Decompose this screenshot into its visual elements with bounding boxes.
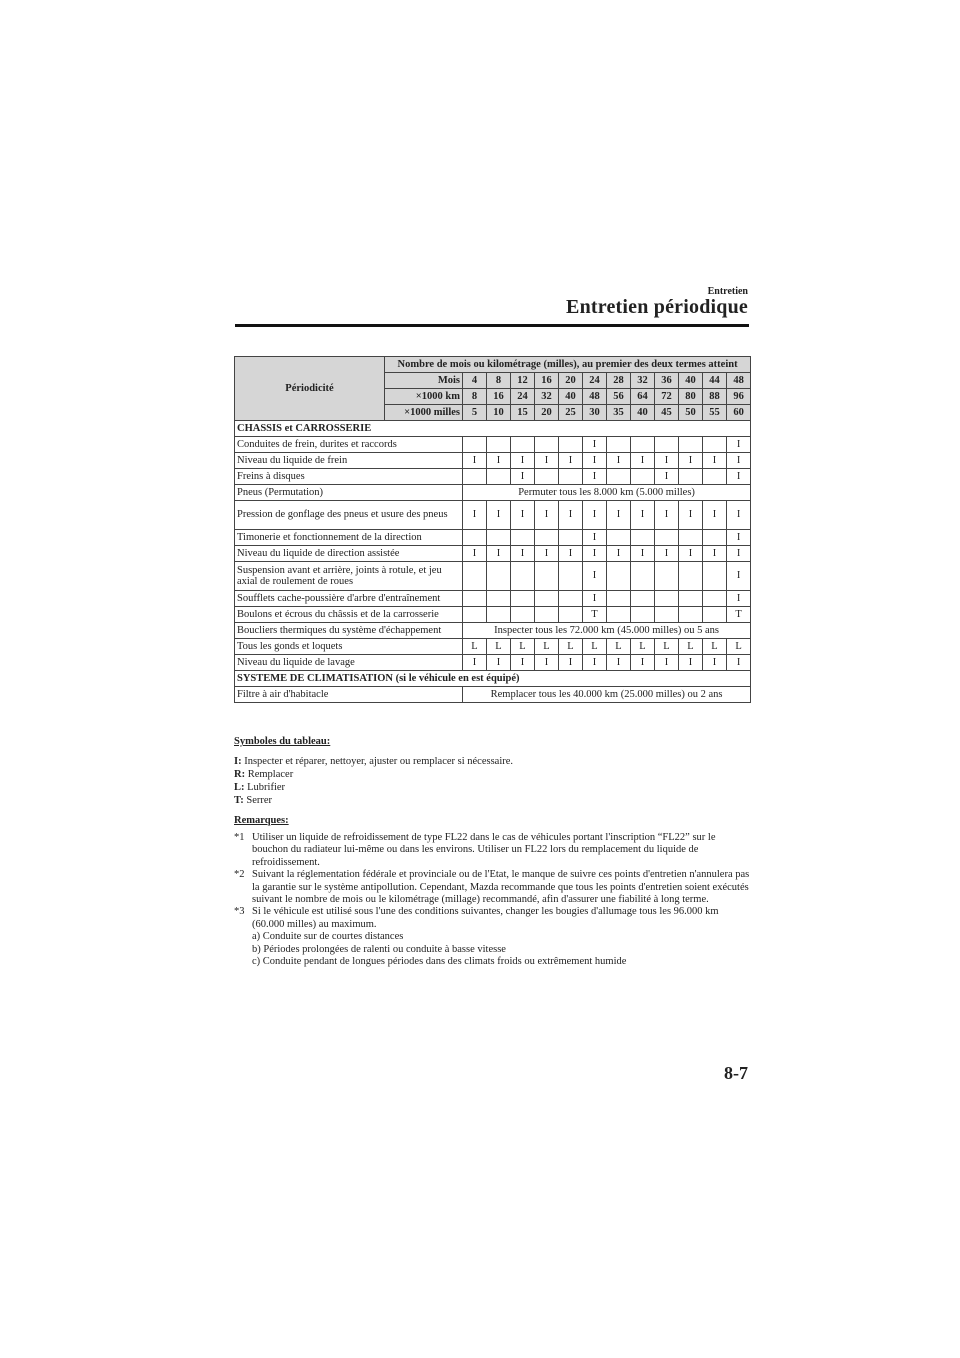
km-row-value: 80 bbox=[679, 389, 703, 405]
service-cell bbox=[463, 469, 487, 485]
symbol-text: Inspecter et réparer, nettoyer, ajuster ou remplacer si nécessaire. bbox=[244, 756, 514, 767]
km-row-value: 72 bbox=[655, 389, 679, 405]
km-row-label: ×1000 km bbox=[385, 389, 463, 405]
remark-text: Utiliser un liquide de refroidissement de type FL22 dans le cas de véhicules portant l'inscription “FL22” sur le bouchon du radiateur lui-même ou dans les environs. Utiliser un FL22 lors du remplacement du liquide de refroidissement. bbox=[252, 832, 716, 868]
months-row-value: 20 bbox=[559, 373, 583, 389]
service-cell: I bbox=[511, 469, 535, 485]
km-row-value: 64 bbox=[631, 389, 655, 405]
symbol-key: T: bbox=[234, 795, 244, 806]
service-cell: I bbox=[703, 546, 727, 562]
remark-body bbox=[252, 832, 750, 869]
category-chassis-label: CHASSIS et CARROSSERIE bbox=[235, 421, 751, 437]
item-name: Boucliers thermiques du système d'échappement bbox=[235, 623, 463, 639]
header-rule bbox=[235, 324, 749, 327]
symbol-text: Serrer bbox=[246, 795, 273, 806]
service-cell bbox=[511, 591, 535, 607]
symbol-text: Lubrifier bbox=[247, 782, 286, 793]
km-row-value: 16 bbox=[487, 389, 511, 405]
service-cell: I bbox=[631, 546, 655, 562]
table-row bbox=[235, 453, 751, 469]
service-cell: I bbox=[583, 469, 607, 485]
service-cell: I bbox=[607, 546, 631, 562]
service-cell bbox=[487, 437, 511, 453]
months-row-value: 44 bbox=[703, 373, 727, 389]
miles-row-value: 45 bbox=[655, 405, 679, 421]
service-cell bbox=[535, 607, 559, 623]
service-cell bbox=[487, 591, 511, 607]
service-cell bbox=[703, 437, 727, 453]
service-cell: I bbox=[727, 437, 751, 453]
service-cell: I bbox=[559, 546, 583, 562]
item-name: Pneus (Permutation) bbox=[235, 485, 463, 501]
miles-row-value: 20 bbox=[535, 405, 559, 421]
table-row bbox=[235, 607, 751, 623]
km-row-value: 40 bbox=[559, 389, 583, 405]
service-cell bbox=[679, 562, 703, 591]
months-row-value: 24 bbox=[583, 373, 607, 389]
service-cell: I bbox=[535, 655, 559, 671]
table-row bbox=[235, 623, 751, 639]
service-cell bbox=[559, 530, 583, 546]
remark-text: Si le véhicule est utilisé sous l'une des conditions suivantes, changer les bougies d'allumage tous les 96.000 km (60.000 milles) au maximum. bbox=[252, 906, 719, 930]
service-cell: T bbox=[727, 607, 751, 623]
item-name: Niveau du liquide de frein bbox=[235, 453, 463, 469]
service-cell: I bbox=[679, 453, 703, 469]
interval-text: Permuter tous les 8.000 km (5.000 milles) bbox=[463, 485, 751, 501]
service-cell bbox=[631, 591, 655, 607]
service-cell: I bbox=[511, 655, 535, 671]
service-cell: I bbox=[607, 501, 631, 530]
service-cell bbox=[559, 562, 583, 591]
service-cell bbox=[511, 437, 535, 453]
service-cell: I bbox=[655, 469, 679, 485]
service-cell bbox=[703, 591, 727, 607]
miles-row-value: 5 bbox=[463, 405, 487, 421]
category-ac bbox=[235, 671, 751, 687]
category-chassis bbox=[235, 421, 751, 437]
service-cell: I bbox=[679, 655, 703, 671]
service-cell bbox=[535, 562, 559, 591]
service-cell: I bbox=[583, 437, 607, 453]
months-row-value: 16 bbox=[535, 373, 559, 389]
service-cell: I bbox=[703, 501, 727, 530]
service-cell: I bbox=[559, 655, 583, 671]
service-cell bbox=[463, 530, 487, 546]
service-cell bbox=[655, 591, 679, 607]
remark-subitem: a) Conduite sur de courtes distances bbox=[252, 931, 404, 943]
service-cell bbox=[631, 437, 655, 453]
service-cell: I bbox=[583, 546, 607, 562]
remarks-title: Remarques: bbox=[234, 815, 289, 826]
table-row bbox=[235, 530, 751, 546]
service-cell: I bbox=[631, 453, 655, 469]
km-row-value: 32 bbox=[535, 389, 559, 405]
months-row-value: 8 bbox=[487, 373, 511, 389]
service-cell bbox=[655, 562, 679, 591]
service-cell bbox=[559, 607, 583, 623]
table-row bbox=[235, 562, 751, 591]
symbol-key: I: bbox=[234, 756, 242, 767]
service-cell: I bbox=[631, 501, 655, 530]
remark-item bbox=[234, 832, 750, 869]
service-cell bbox=[703, 607, 727, 623]
table-row bbox=[235, 687, 751, 703]
months-row-value: 12 bbox=[511, 373, 535, 389]
service-cell bbox=[607, 607, 631, 623]
service-cell: L bbox=[679, 639, 703, 655]
miles-row-value: 35 bbox=[607, 405, 631, 421]
service-cell bbox=[679, 530, 703, 546]
service-cell: I bbox=[559, 501, 583, 530]
service-cell bbox=[511, 530, 535, 546]
service-cell: I bbox=[727, 501, 751, 530]
service-cell: L bbox=[463, 639, 487, 655]
table-row bbox=[235, 639, 751, 655]
service-cell: I bbox=[679, 546, 703, 562]
months-row-value: 40 bbox=[679, 373, 703, 389]
remark-number: *3 bbox=[234, 906, 245, 918]
item-name: Filtre à air d'habitacle bbox=[235, 687, 463, 703]
service-cell bbox=[535, 437, 559, 453]
service-cell: I bbox=[727, 655, 751, 671]
service-cell: I bbox=[487, 453, 511, 469]
miles-row-value: 25 bbox=[559, 405, 583, 421]
service-cell: L bbox=[631, 639, 655, 655]
item-name: Freins à disques bbox=[235, 469, 463, 485]
symbol-key: R: bbox=[234, 769, 246, 780]
service-cell bbox=[511, 562, 535, 591]
service-cell bbox=[703, 530, 727, 546]
km-row-value: 24 bbox=[511, 389, 535, 405]
km-row-value: 8 bbox=[463, 389, 487, 405]
remark-text: Suivant la réglementation fédérale et provinciale ou de l'Etat, le manque de suivre ces points d'entretien n'annulera pas la garantie sur le système antipollution. Cependant, Mazda recommande que tous les points d'entretien soient exécutés suivant le nombre de mois ou le kilométrage (millage) recommandé, afin d'assurer une fiabilité à long terme. bbox=[252, 869, 750, 906]
service-cell bbox=[535, 530, 559, 546]
item-name: Tous les gonds et loquets bbox=[235, 639, 463, 655]
service-cell bbox=[631, 562, 655, 591]
category-ac-label: SYSTEME DE CLIMATISATION (si le véhicule en est équipé) bbox=[235, 671, 751, 687]
service-cell: I bbox=[463, 546, 487, 562]
months-row-value: 36 bbox=[655, 373, 679, 389]
symbol-key: L: bbox=[234, 782, 245, 793]
service-cell: I bbox=[535, 453, 559, 469]
miles-row-value: 30 bbox=[583, 405, 607, 421]
service-cell bbox=[679, 591, 703, 607]
service-cell: L bbox=[535, 639, 559, 655]
service-cell bbox=[679, 437, 703, 453]
remark-body bbox=[252, 869, 750, 906]
service-cell: I bbox=[463, 453, 487, 469]
service-cell bbox=[559, 437, 583, 453]
remarks-list bbox=[234, 832, 750, 968]
service-cell: L bbox=[559, 639, 583, 655]
service-cell: I bbox=[727, 453, 751, 469]
service-cell bbox=[463, 607, 487, 623]
miles-row-value: 40 bbox=[631, 405, 655, 421]
item-name: Boulons et écrous du châssis et de la carrosserie bbox=[235, 607, 463, 623]
service-cell: I bbox=[727, 562, 751, 591]
header-row bbox=[235, 357, 751, 373]
service-cell: I bbox=[583, 501, 607, 530]
service-cell bbox=[559, 469, 583, 485]
service-cell: I bbox=[511, 501, 535, 530]
service-cell bbox=[535, 469, 559, 485]
service-cell bbox=[463, 562, 487, 591]
service-cell: I bbox=[487, 546, 511, 562]
service-cell bbox=[535, 591, 559, 607]
service-cell: L bbox=[511, 639, 535, 655]
service-cell bbox=[607, 591, 631, 607]
service-cell bbox=[631, 469, 655, 485]
months-row-value: 32 bbox=[631, 373, 655, 389]
service-cell: L bbox=[655, 639, 679, 655]
service-cell: I bbox=[679, 501, 703, 530]
remark-item bbox=[234, 869, 750, 906]
service-cell bbox=[487, 530, 511, 546]
service-cell bbox=[487, 469, 511, 485]
remark-item bbox=[234, 906, 750, 968]
service-cell bbox=[607, 437, 631, 453]
service-cell bbox=[607, 562, 631, 591]
miles-row-label: ×1000 milles bbox=[385, 405, 463, 421]
service-cell: I bbox=[487, 501, 511, 530]
interval-text: Remplacer tous les 40.000 km (25.000 milles) ou 2 ans bbox=[463, 687, 751, 703]
interval-text: Inspecter tous les 72.000 km (45.000 milles) ou 5 ans bbox=[463, 623, 751, 639]
service-cell: I bbox=[607, 453, 631, 469]
symbol-item bbox=[234, 768, 513, 781]
remark-number: *2 bbox=[234, 869, 245, 881]
table-row bbox=[235, 485, 751, 501]
table-row bbox=[235, 501, 751, 530]
remark-subitem: c) Conduite pendant de longues périodes dans des climats froids ou extrêmement humide bbox=[252, 956, 627, 968]
service-cell: I bbox=[463, 501, 487, 530]
service-cell: L bbox=[607, 639, 631, 655]
service-cell bbox=[631, 607, 655, 623]
service-cell: I bbox=[535, 546, 559, 562]
service-cell bbox=[511, 607, 535, 623]
item-name: Niveau du liquide de direction assistée bbox=[235, 546, 463, 562]
service-cell bbox=[703, 469, 727, 485]
service-cell bbox=[559, 591, 583, 607]
symbol-item bbox=[234, 755, 513, 768]
service-cell: I bbox=[727, 546, 751, 562]
service-cell: I bbox=[559, 453, 583, 469]
service-cell bbox=[655, 530, 679, 546]
item-name: Conduites de frein, durites et raccords bbox=[235, 437, 463, 453]
service-cell bbox=[607, 530, 631, 546]
service-cell bbox=[463, 591, 487, 607]
km-row-value: 48 bbox=[583, 389, 607, 405]
km-row-value: 88 bbox=[703, 389, 727, 405]
symbol-text: Remplacer bbox=[247, 769, 294, 780]
table-row bbox=[235, 437, 751, 453]
page-title: Entretien périodique bbox=[566, 296, 748, 318]
miles-row-value: 15 bbox=[511, 405, 535, 421]
months-row-label: Mois bbox=[385, 373, 463, 389]
service-cell bbox=[655, 607, 679, 623]
service-cell: I bbox=[607, 655, 631, 671]
service-cell: I bbox=[583, 530, 607, 546]
service-cell: I bbox=[655, 501, 679, 530]
symbols-list bbox=[234, 755, 513, 807]
service-cell: I bbox=[727, 591, 751, 607]
service-cell: I bbox=[727, 469, 751, 485]
service-cell: I bbox=[655, 453, 679, 469]
maintenance-table bbox=[234, 356, 751, 703]
service-cell: I bbox=[655, 546, 679, 562]
service-cell bbox=[463, 437, 487, 453]
service-cell: L bbox=[703, 639, 727, 655]
service-cell: I bbox=[463, 655, 487, 671]
miles-row-value: 60 bbox=[727, 405, 751, 421]
service-cell: I bbox=[583, 655, 607, 671]
service-cell: I bbox=[703, 453, 727, 469]
service-cell bbox=[655, 437, 679, 453]
months-row-value: 28 bbox=[607, 373, 631, 389]
service-cell: T bbox=[583, 607, 607, 623]
miles-row-value: 10 bbox=[487, 405, 511, 421]
item-name: Pression de gonflage des pneus et usure des pneus bbox=[235, 501, 463, 530]
miles-row-value: 50 bbox=[679, 405, 703, 421]
table-row bbox=[235, 469, 751, 485]
service-cell bbox=[679, 469, 703, 485]
table-row bbox=[235, 655, 751, 671]
service-cell: I bbox=[703, 655, 727, 671]
service-cell bbox=[607, 469, 631, 485]
item-name: Niveau du liquide de lavage bbox=[235, 655, 463, 671]
item-name: Timonerie et fonctionnement de la direction bbox=[235, 530, 463, 546]
service-cell bbox=[487, 562, 511, 591]
service-cell: I bbox=[583, 562, 607, 591]
symbol-item bbox=[234, 794, 513, 807]
service-cell bbox=[487, 607, 511, 623]
service-cell: I bbox=[727, 530, 751, 546]
service-cell: I bbox=[535, 501, 559, 530]
months-row-value: 48 bbox=[727, 373, 751, 389]
service-cell: I bbox=[511, 546, 535, 562]
service-cell bbox=[679, 607, 703, 623]
symbols-title: Symboles du tableau: bbox=[234, 736, 331, 747]
service-cell: I bbox=[583, 453, 607, 469]
table-row bbox=[235, 591, 751, 607]
service-cell bbox=[631, 530, 655, 546]
service-cell: I bbox=[655, 655, 679, 671]
remark-body bbox=[252, 906, 750, 968]
remark-subitem: b) Périodes prolongées de ralenti ou conduite à basse vitesse bbox=[252, 943, 506, 955]
table-row bbox=[235, 546, 751, 562]
service-cell: L bbox=[727, 639, 751, 655]
months-row-value: 4 bbox=[463, 373, 487, 389]
km-row-value: 96 bbox=[727, 389, 751, 405]
service-cell: I bbox=[511, 453, 535, 469]
periodicity-label: Périodicité bbox=[235, 357, 385, 421]
section-label: Entretien bbox=[707, 286, 748, 297]
service-cell: L bbox=[583, 639, 607, 655]
item-name: Suspension avant et arrière, joints à rotule, et jeu axial de roulement de roues bbox=[235, 562, 463, 591]
service-cell: I bbox=[583, 591, 607, 607]
service-cell: I bbox=[631, 655, 655, 671]
service-cell: I bbox=[487, 655, 511, 671]
remark-number: *1 bbox=[234, 832, 245, 843]
item-name: Soufflets cache-poussière d'arbre d'entraînement bbox=[235, 591, 463, 607]
symbol-item bbox=[234, 781, 513, 794]
service-cell: L bbox=[487, 639, 511, 655]
service-cell bbox=[703, 562, 727, 591]
interval-note: Nombre de mois ou kilométrage (milles), au premier des deux termes atteint bbox=[385, 357, 751, 373]
miles-row-value: 55 bbox=[703, 405, 727, 421]
km-row-value: 56 bbox=[607, 389, 631, 405]
page-number: 8-7 bbox=[724, 1063, 748, 1083]
